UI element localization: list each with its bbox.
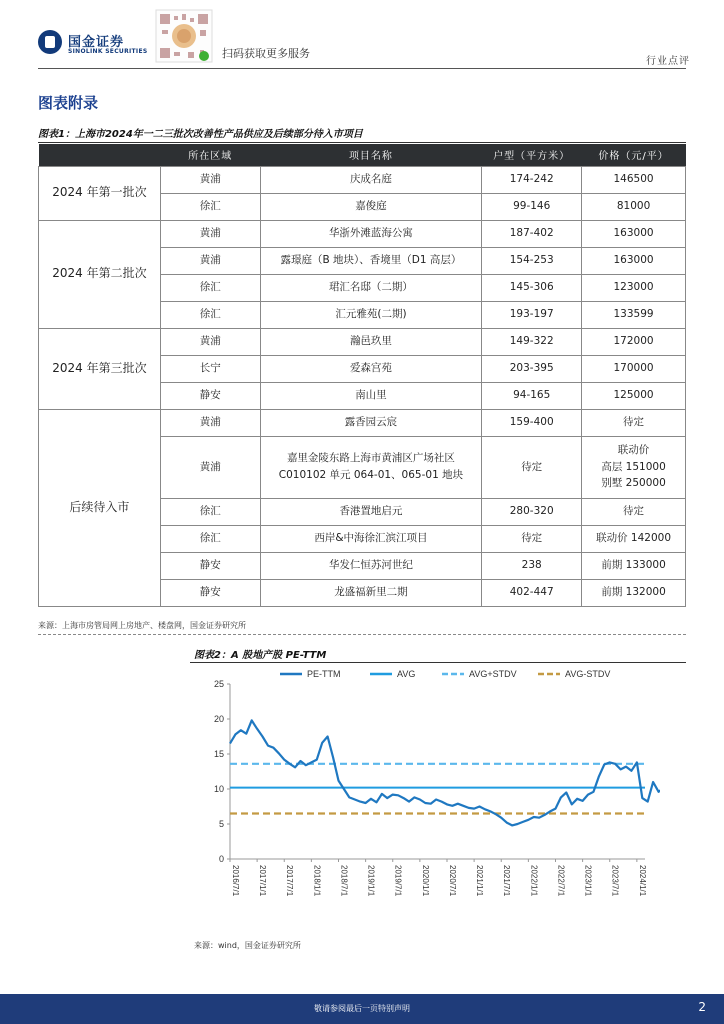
district-cell: 黄浦 [160, 328, 260, 355]
district-cell: 徐汇 [160, 525, 260, 552]
price-cell: 146500 [582, 166, 686, 193]
project-cell: 华发仁恒苏河世纪 [260, 552, 482, 579]
price-cell: 163000 [582, 247, 686, 274]
price-cell: 172000 [582, 328, 686, 355]
size-cell: 187-402 [482, 220, 582, 247]
y-tick-label: 0 [218, 854, 224, 864]
size-cell: 402-447 [482, 579, 582, 606]
project-cell: 爱森宫苑 [260, 355, 482, 382]
page-footer [0, 994, 724, 1024]
district-cell: 静安 [160, 579, 260, 606]
project-cell: 露香园云宸 [260, 409, 482, 436]
batch-cell: 2024 年第三批次 [39, 328, 161, 409]
size-cell: 145-306 [482, 274, 582, 301]
y-tick-label: 15 [213, 749, 224, 759]
price-cell: 前期 133000 [582, 552, 686, 579]
pe-ttm-chart [190, 664, 660, 934]
district-cell: 黄浦 [160, 409, 260, 436]
project-cell: 西岸&中海徐汇滨江项目 [260, 525, 482, 552]
table1-caption-divider [38, 142, 686, 143]
price-cell: 163000 [582, 220, 686, 247]
legend-label: AVG-STDV [565, 669, 611, 679]
price-cell: 123000 [582, 274, 686, 301]
batch-cell: 2024 年第二批次 [39, 220, 161, 328]
table-header-project: 项目名称 [260, 144, 482, 166]
price-cell: 前期 132000 [582, 579, 686, 606]
x-tick-label: 2022/1/1 [529, 865, 539, 897]
district-cell: 静安 [160, 552, 260, 579]
price-cell: 170000 [582, 355, 686, 382]
table1-caption: 图表1：上海市2024年一二三批次改善性产品供应及后续部分待入市项目 [38, 129, 363, 140]
chart-caption: 图表2：A 股地产股 PE-TTM [194, 650, 327, 661]
district-cell: 黄浦 [160, 220, 260, 247]
company-logo [38, 30, 148, 58]
size-cell: 159-400 [482, 409, 582, 436]
x-tick-label: 2023/1/1 [583, 865, 593, 897]
district-cell: 徐汇 [160, 193, 260, 220]
x-tick-label: 2020/1/1 [420, 865, 430, 897]
project-cell: 华浙外滩蓝海公寓 [260, 220, 482, 247]
table-header-size: 户型（平方米） [482, 144, 582, 166]
logo-text-en: SINOLINK SECURITIES [68, 48, 148, 55]
district-cell: 长宁 [160, 355, 260, 382]
size-cell: 99-146 [482, 193, 582, 220]
series-line-pe-ttm [230, 720, 660, 825]
size-cell: 待定 [482, 436, 582, 498]
x-tick-label: 2018/7/1 [339, 865, 349, 897]
district-cell: 徐汇 [160, 498, 260, 525]
project-cell: 香港置地启元 [260, 498, 482, 525]
batch-cell: 2024 年第一批次 [39, 166, 161, 220]
page-header [0, 0, 724, 68]
x-tick-label: 2023/7/1 [610, 865, 620, 897]
chart-caption-divider [190, 662, 686, 663]
x-tick-label: 2016/7/1 [231, 865, 240, 897]
y-tick-label: 20 [213, 714, 224, 724]
table-row [39, 409, 686, 436]
x-tick-label: 2017/7/1 [285, 865, 295, 897]
size-cell: 174-242 [482, 166, 582, 193]
table1-source: 来源：上海市房管局网上房地产、楼盘网，国金证券研究所 [38, 621, 246, 630]
district-cell: 黄浦 [160, 247, 260, 274]
table-header-batch [39, 144, 161, 166]
qr-caption: 扫码获取更多服务 [222, 47, 310, 60]
header-divider [38, 68, 686, 69]
price-cell: 125000 [582, 382, 686, 409]
x-tick-label: 2024/1/1 [637, 865, 647, 897]
legend-label: PE-TTM [307, 669, 341, 679]
price-cell: 81000 [582, 193, 686, 220]
report-type: 行业点评 [646, 56, 690, 67]
size-cell: 94-165 [482, 382, 582, 409]
project-cell: 汇元雅苑(二期) [260, 301, 482, 328]
district-cell: 黄浦 [160, 436, 260, 498]
x-tick-label: 2017/1/1 [258, 865, 268, 897]
project-cell: 龙盛福新里二期 [260, 579, 482, 606]
table-header-row [39, 144, 686, 166]
project-cell: 庆成名庭 [260, 166, 482, 193]
table-row [39, 328, 686, 355]
district-cell: 徐汇 [160, 274, 260, 301]
size-cell: 149-322 [482, 328, 582, 355]
table-header-price: 价格（元/平） [582, 144, 686, 166]
project-cell: 嘉俊庭 [260, 193, 482, 220]
price-cell: 待定 [582, 409, 686, 436]
project-cell: 嘉里金陵东路上海市黄浦区广场社区 C010102 单元 064-01、065-01 地块 [260, 436, 482, 498]
district-cell: 黄浦 [160, 166, 260, 193]
batch-cell: 后续待入市 [39, 409, 161, 606]
size-cell: 154-253 [482, 247, 582, 274]
price-cell: 联动价 142000 [582, 525, 686, 552]
y-tick-label: 25 [213, 679, 224, 689]
project-cell: 南山里 [260, 382, 482, 409]
price-cell: 133599 [582, 301, 686, 328]
x-tick-label: 2022/7/1 [556, 865, 566, 897]
table-row [39, 166, 686, 193]
size-cell: 238 [482, 552, 582, 579]
price-cell: 联动价 高层 151000 别墅 250000 [582, 436, 686, 498]
x-tick-label: 2020/7/1 [447, 865, 457, 897]
district-cell: 徐汇 [160, 301, 260, 328]
legend-label: AVG [397, 669, 416, 679]
x-tick-label: 2021/7/1 [502, 865, 512, 897]
qr-code-icon [154, 8, 214, 64]
x-tick-label: 2019/1/1 [366, 865, 376, 897]
page-number: 2 [698, 1000, 706, 1014]
logo-mark-icon [38, 30, 62, 54]
x-tick-label: 2019/7/1 [393, 865, 403, 897]
supply-table [38, 144, 686, 607]
legend-label: AVG+STDV [469, 669, 517, 679]
y-tick-label: 10 [213, 784, 224, 794]
price-cell: 待定 [582, 498, 686, 525]
project-cell: 珺汇名邸（二期） [260, 274, 482, 301]
y-tick-label: 5 [218, 819, 224, 829]
footer-disclaimer: 敬请参阅最后一页特别声明 [314, 1004, 410, 1013]
source-dashed-divider [38, 634, 686, 635]
x-tick-label: 2018/1/1 [312, 865, 322, 897]
project-cell: 露璟庭（B 地块）、香境里（D1 高层） [260, 247, 482, 274]
logo-text-cn: 国金证券 [68, 35, 125, 50]
project-cell: 瀚邑玖里 [260, 328, 482, 355]
chart-source: 来源：wind，国金证券研究所 [194, 941, 301, 950]
table-row [39, 220, 686, 247]
x-tick-label: 2021/1/1 [475, 865, 485, 897]
section-title: 图表附录 [38, 94, 99, 112]
district-cell: 静安 [160, 382, 260, 409]
size-cell: 203-395 [482, 355, 582, 382]
size-cell: 280-320 [482, 498, 582, 525]
size-cell: 待定 [482, 525, 582, 552]
size-cell: 193-197 [482, 301, 582, 328]
table-header-district: 所在区域 [160, 144, 260, 166]
